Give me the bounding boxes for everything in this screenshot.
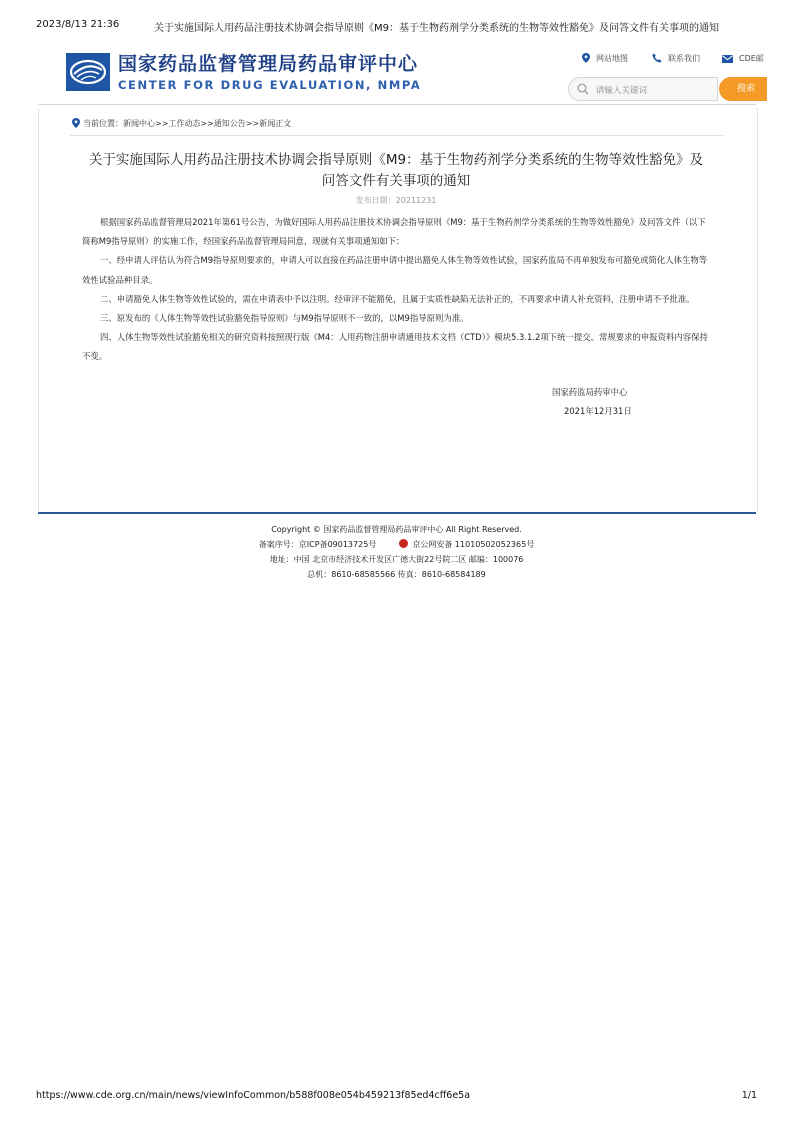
article-paragraph-2: 二、申请豁免人体生物等效性试验的，需在申请表中予以注明。经审评不能豁免，且属于实质性缺陷无法补正的，不再要求申请人补充资料，注册申请不予批准。 (100, 293, 695, 304)
print-datetime: 2023/8/13 21:36 (36, 19, 120, 30)
copyright-text: Copyright © 国家药品监督管理局药品审评中心 All Right Reserved. (271, 525, 522, 534)
footer-divider (38, 512, 756, 514)
site-name-en: CENTER FOR DRUG EVALUATION, NMPA (118, 78, 422, 92)
mail-label: CDE邮 (739, 54, 764, 63)
article-paragraph-4: 四、人体生物等效性试验豁免相关的研究资料按照现行版《M4：人用药物注册申请通用技术文档（CTD）》模块5.3.1.2项下统一提交。常规要求的申报资料内容保持不变。 (82, 332, 708, 362)
location-pin-icon (72, 118, 80, 128)
article-paragraph-intro: 根据国家药品监督管理局2021年第61号公告，为做好国际人用药品注册技术协调会指导原则《M9：基于生物药剂学分类系统的生物等效性豁免》及问答文件（以下简称M9指导原则）的实施工作，经国家药品监督管理局同意，现就有关事项通知如下： (82, 217, 706, 247)
publish-date: 发布日期：20211231 (355, 196, 437, 205)
print-page-title: 关于实施国际人用药品注册技术协调会指导原则《M9：基于生物药剂学分类系统的生物等效性豁免》及问答文件有关事项的通知 (154, 23, 719, 34)
contact-label: 联系我们 (668, 54, 700, 63)
search-placeholder: 请输入关键词 (596, 86, 648, 96)
police-emblem-icon (399, 539, 408, 548)
header-divider (38, 104, 756, 105)
police-link[interactable]: 京公网安备 11010502052365号 (412, 540, 535, 549)
contact-link[interactable] (652, 53, 700, 64)
site-name-cn: 国家药品监督管理局药品审评中心 (118, 53, 419, 75)
breadcrumb-text[interactable]: 当前位置：新闻中心>>工作动态>>通知公告>>新闻正文 (83, 119, 292, 128)
site-header (66, 44, 764, 104)
article-title: 关于实施国际人用药品注册技术协调会指导原则《M9：基于生物药剂学分类系统的生物等效性豁免》及问答文件有关事项的通知 (88, 152, 704, 189)
address-text: 地址：中国 北京市经济技术开发区广德大街22号院二区 邮编：100076 (269, 555, 524, 564)
phone-text: 总机：8610-68585566 传真：8610-68584189 (307, 570, 486, 579)
print-page-number: 1/1 (741, 1090, 757, 1101)
icp-link[interactable]: 备案序号：京ICP备09013725号 (258, 540, 377, 549)
article-body (82, 213, 710, 367)
phone-icon (652, 53, 662, 63)
sitemap-label: 网站地图 (596, 54, 628, 63)
sitemap-link[interactable] (582, 53, 628, 64)
print-url: https://www.cde.org.cn/main/news/viewInfoCommon/b588f008e054b459213f85ed4cff6e5a (36, 1090, 471, 1101)
location-pin-icon (582, 53, 590, 63)
cde-logo-icon[interactable] (66, 53, 110, 91)
print-footer (36, 1090, 757, 1104)
mail-link[interactable] (722, 53, 764, 64)
breadcrumb-divider (70, 135, 724, 136)
print-header (36, 19, 757, 33)
article-paragraph-3: 三、原发布的《人体生物等效性试验豁免指导原则》与M9指导原则不一致的，以M9指导原则为准。 (100, 313, 469, 324)
breadcrumb (72, 118, 291, 129)
search-input[interactable] (568, 77, 718, 101)
article-paragraph-1: 一、经申请人评估认为符合M9指导原则要求的，申请人可以直接在药品注册申请中提出豁免人体生物等效性试验，国家药监局不再单独发布可豁免或简化人体生物等效性试验品种目录。 (82, 255, 708, 285)
search-icon (577, 83, 589, 95)
signature-date: 2021年12月31日 (564, 406, 632, 416)
search-button[interactable]: 搜索 (719, 77, 767, 101)
signature-org: 国家药监局药审中心 (552, 387, 628, 397)
registration-line (0, 539, 793, 550)
mail-icon (722, 55, 733, 63)
